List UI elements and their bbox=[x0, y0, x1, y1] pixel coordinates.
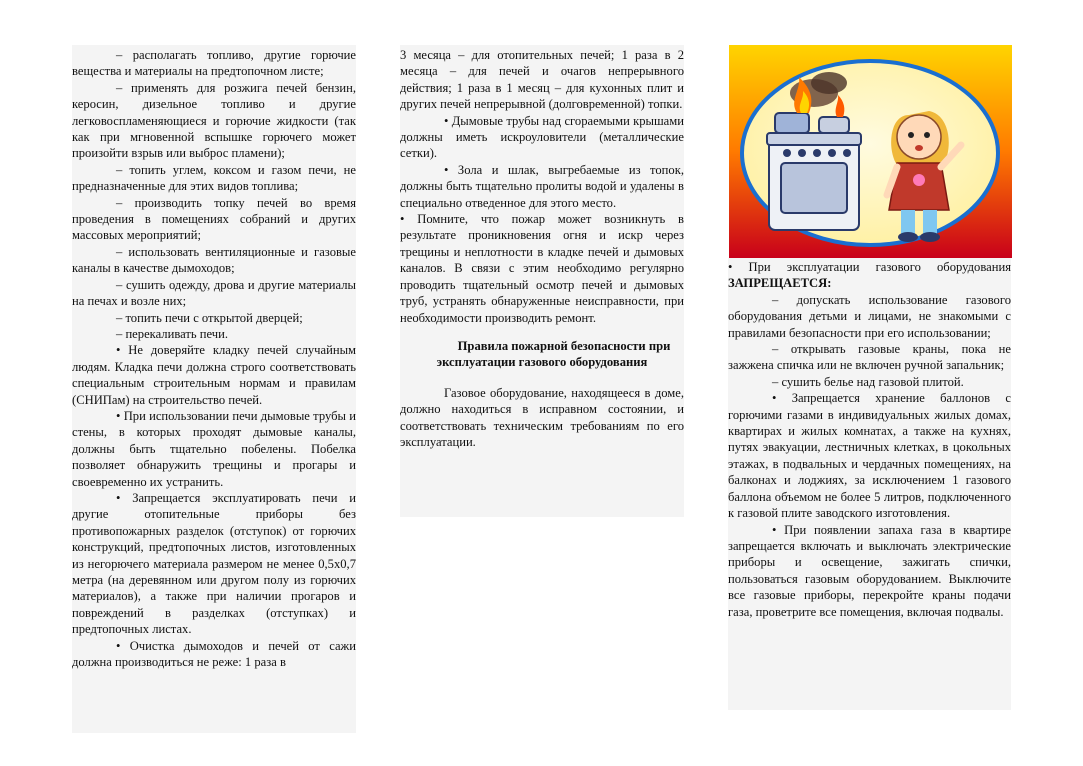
bullet-paragraph: • Зола и шлак, выгребаемые из топок, должны быть тщательно пролиты водой и удалены в специально отведенное для этого место. bbox=[400, 162, 684, 210]
paragraph: – применять для розжига печей бензин, керосин, дизельное топливо и другие легковоспламеняющиеся и горючие жидкости (так как при мгновенной вспышке горючего может произойти взрыв или выброс пламени); bbox=[72, 80, 356, 161]
bullet-paragraph: • Не доверяйте кладку печей случайным людям. Кладка печи должна строго соответствовать специальным строительным нормам и правилам (СНИПам) на строительство печей. bbox=[72, 343, 356, 407]
paragraph: – располагать топливо, другие горючие вещества и материалы на предтопочном листе; bbox=[72, 48, 356, 79]
paragraph: 3 месяца – для отопительных печей; 1 раза в 2 месяца – для печей и очагов непрерывного действия; 1 раза в 1 месяц – для кухонных плит и других печей непрерывной (долговременной) топки. bbox=[400, 48, 684, 112]
paragraph: – использовать вентиляционные и газовые каналы в качестве дымоходов; bbox=[72, 244, 356, 276]
forbidden-label: ЗАПРЕЩАЕТСЯ: bbox=[728, 276, 832, 291]
fire-illustration bbox=[729, 45, 1012, 258]
text-column-3 bbox=[728, 258, 1011, 710]
smoke-cloud bbox=[811, 72, 847, 94]
section-heading: Правила пожарной безопасности при эксплуатации газового оборудования bbox=[436, 338, 671, 370]
paragraph: – производить топку печей во время проведения в помещениях собраний и других массовых мероприятий; bbox=[72, 195, 356, 243]
bullet-paragraph: • При появлении запаха газа в квартире запрещается включать и выключать электрические приборы и освещение, зажигать спички, пользоваться газовым оборудованием. Выключите все газовые приборы, перекройте краны подачи газа, проветрите все помещения, включая подвалы. bbox=[728, 522, 1011, 619]
paragraph: Газовое оборудование, находящееся в доме, должно находиться в исправном состоянии, и соответствовать техническим требованиям по его эксплуатации. bbox=[400, 385, 684, 449]
gas-stove bbox=[767, 133, 861, 230]
paragraph: – открывать газовые краны, пока не зажжена спичка или не включен ручной запальник; bbox=[728, 342, 1011, 373]
paragraph: – топить углем, коксом и газом печи, не предназначенные для этих видов топлива; bbox=[72, 162, 356, 194]
paragraph: – сушить одежду, дрова и другие материалы на печах и возле них; bbox=[72, 277, 356, 309]
paragraph: – топить печи с открытой дверцей; bbox=[116, 310, 303, 325]
bullet-paragraph: • При использовании печи дымовые трубы и стены, в которых проходят дымовые каналы, должны быть тщательно побелены. Побелка позволяет обнаружить трещины и прогары и своевременно их устранить. bbox=[72, 408, 356, 489]
paragraph: – сушить белье над газовой плитой. bbox=[772, 374, 964, 389]
bullet-paragraph: • Очистка дымоходов и печей от сажи должна производиться не реже: 1 раза в bbox=[72, 638, 356, 670]
text-column-1 bbox=[72, 45, 356, 733]
bullet-paragraph: • Дымовые трубы над сгораемыми крышами должны иметь искроуловители (металлические сетки). bbox=[400, 113, 684, 161]
text-column-2 bbox=[400, 45, 684, 517]
bullet-paragraph bbox=[728, 259, 1011, 292]
bullet-paragraph: • Помните, что пожар может возникнуть в результате проникновения огня и искр через трещины и неплотности в кладке печей и дымовых каналов. В связи с этим необходимо регулярно проводить тщательный осмотр печей и дымовых труб, устранять обнаруженные неисправности, при необходимости производить ремонт. bbox=[400, 212, 684, 325]
bullet-paragraph: • Запрещается хранение баллонов с горючими газами в индивидуальных жилых домах, квартирах и жилых комнатах, а также на кухнях, путях эвакуации, лестничных клетках, в цокольных этажах, в подвальных и чердачных помещениях, на балконах и лоджиях, за исключением 1 газового баллона объемом не более 5 литров, подключенного к газовой плите заводского изготовления. bbox=[728, 391, 1011, 521]
bullet-paragraph: • Запрещается эксплуатировать печи и другие отопительные приборы без противопожарных разделок (отступок) от горючих конструкций, предтопочных листов, изготовленных из негорючего материала размером не менее 0,5х0,7 метра (на деревянном или другом полу из горючих материалов), а также при наличии прогаров и повреждений в разделках (отступках) и предтопочных листах. bbox=[72, 490, 356, 637]
paragraph: – допускать использование газового оборудования детьми и лицами, не знакомыми с правилами безопасности при его использовании; bbox=[728, 292, 1011, 340]
paragraph: – перекаливать печи. bbox=[116, 326, 228, 341]
intro-text: • При эксплуатации газового оборудования bbox=[728, 260, 1011, 274]
